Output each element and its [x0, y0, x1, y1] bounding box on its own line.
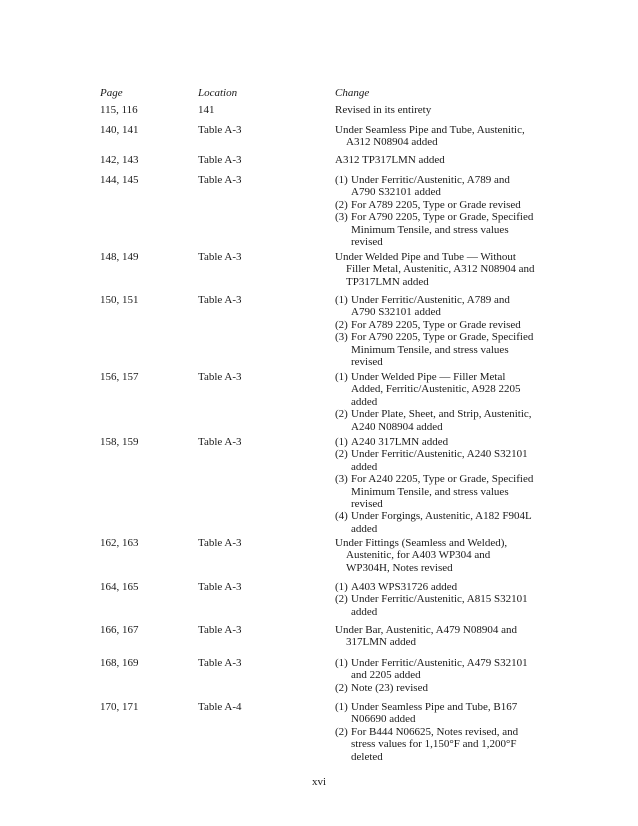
- row-change: [335, 701, 535, 763]
- row-change: [335, 294, 535, 368]
- row-location: Table A-3: [198, 174, 242, 186]
- row-location: Table A-4: [198, 701, 242, 713]
- change-item: [335, 371, 535, 408]
- change-item-text: Under Ferritic/Austenitic, A479 S32101 and 2205 added: [351, 657, 528, 682]
- change-item-number: (2): [335, 198, 348, 211]
- change-text: A312 TP317LMN added: [335, 154, 445, 166]
- change-item: [335, 682, 535, 694]
- change-item: [335, 436, 535, 448]
- change-item: [335, 510, 535, 535]
- change-item-text: A403 WPS31726 added: [351, 581, 458, 593]
- row-location: Table A-3: [198, 294, 242, 306]
- row-page: 162, 163: [100, 537, 139, 549]
- change-item-text: Under Ferritic/Austenitic, A240 S32101 added: [351, 448, 528, 473]
- change-text: Under Fittings (Seamless and Welded), Austenitic, for A403 WP304 and WP304H, Notes revised: [335, 537, 508, 574]
- row-page: 166, 167: [100, 624, 139, 636]
- row-location: Table A-3: [198, 251, 242, 263]
- row-page: 164, 165: [100, 581, 139, 593]
- row-page: 140, 141: [100, 124, 139, 136]
- change-item-text: Under Seamless Pipe and Tube, B167 N06690 added: [351, 701, 518, 726]
- change-item: [335, 199, 535, 211]
- row-location: Table A-3: [198, 624, 242, 636]
- row-location: 141: [198, 104, 215, 116]
- row-page: 150, 151: [100, 294, 139, 306]
- row-page: 170, 171: [100, 701, 139, 713]
- change-item-text: Under Ferritic/Austenitic, A789 and A790 S32101 added: [351, 174, 510, 199]
- change-item-number: (1): [335, 657, 348, 669]
- change-item-text: For A790 2205, Type or Grade, Specified Minimum Tensile, and stress values revised: [351, 331, 534, 369]
- change-item-number: (1): [335, 174, 348, 186]
- row-location: Table A-3: [198, 581, 242, 593]
- row-page: 168, 169: [100, 657, 139, 669]
- change-item-number: (2): [335, 408, 348, 421]
- row-location: Table A-3: [198, 537, 242, 549]
- change-item-text: A240 317LMN added: [351, 436, 449, 448]
- change-item-number: (1): [335, 294, 348, 306]
- change-item-text: Under Plate, Sheet, and Strip, Austenitic, A240 N08904 added: [351, 408, 532, 433]
- change-item: [335, 473, 535, 510]
- change-item-number: (2): [335, 448, 348, 461]
- row-change: [335, 537, 535, 574]
- change-item-text: Under Forgings, Austenitic, A182 F904L added: [351, 510, 532, 535]
- row-change: [335, 436, 535, 535]
- change-item: [335, 319, 535, 331]
- change-item-number: (2): [335, 681, 348, 694]
- row-page: 115, 116: [100, 104, 138, 116]
- change-text: Under Bar, Austenitic, A479 N08904 and 317LMN added: [335, 624, 517, 649]
- change-item-number: (2): [335, 593, 348, 606]
- change-item: [335, 331, 535, 368]
- row-change: [335, 657, 535, 694]
- change-item-text: Under Welded Pipe — Filler Metal Added, Ferritic/Austenitic, A928 2205 added: [351, 371, 521, 408]
- change-text: Under Welded Pipe and Tube — Without Filler Metal, Austenitic, A312 N08904 and TP317LMN added: [335, 251, 535, 288]
- change-item-number: (4): [335, 510, 348, 523]
- change-item: [335, 448, 535, 473]
- change-item: [335, 726, 535, 763]
- header-change: Change: [335, 87, 370, 99]
- change-item-number: (1): [335, 581, 348, 593]
- row-location: Table A-3: [198, 371, 242, 383]
- change-item-number: (3): [335, 331, 348, 344]
- change-item-number: (1): [335, 371, 348, 383]
- row-change: [335, 581, 535, 618]
- row-change: [335, 124, 535, 149]
- row-change: [335, 174, 535, 248]
- change-item-text: For A789 2205, Type or Grade revised: [351, 198, 521, 211]
- change-text: Under Seamless Pipe and Tube, Austenitic, A312 N08904 added: [335, 124, 525, 149]
- change-item-text: Under Ferritic/Austenitic, A815 S32101 added: [351, 593, 528, 618]
- change-item-number: (1): [335, 701, 348, 713]
- row-change: [335, 251, 535, 288]
- change-item: [335, 211, 535, 248]
- row-page: 158, 159: [100, 436, 139, 448]
- row-location: Table A-3: [198, 657, 242, 669]
- change-item-text: Note (23) revised: [351, 681, 428, 694]
- change-item: [335, 408, 535, 433]
- change-item-number: (3): [335, 473, 348, 486]
- page-number: xvi: [311, 776, 327, 788]
- change-item-text: For B444 N06625, Notes revised, and stress values for 1,150°F and 1,200°F deleted: [351, 725, 519, 763]
- change-item-number: (3): [335, 211, 348, 224]
- change-item: [335, 294, 535, 319]
- change-item: [335, 174, 535, 199]
- row-page: 156, 157: [100, 371, 139, 383]
- row-page: 144, 145: [100, 174, 139, 186]
- change-item-number: (2): [335, 725, 348, 738]
- change-item: [335, 701, 535, 726]
- change-item-text: Under Ferritic/Austenitic, A789 and A790 S32101 added: [351, 294, 510, 319]
- row-page: 142, 143: [100, 154, 139, 166]
- row-change: [335, 104, 535, 116]
- row-location: Table A-3: [198, 154, 242, 166]
- row-location: Table A-3: [198, 124, 242, 136]
- header-page: Page: [100, 87, 123, 99]
- change-item-number: (1): [335, 436, 348, 448]
- change-item-number: (2): [335, 318, 348, 331]
- row-change: [335, 371, 535, 433]
- row-change: [335, 154, 535, 166]
- row-page: 148, 149: [100, 251, 139, 263]
- change-text: Revised in its entirety: [335, 104, 432, 116]
- change-item: [335, 593, 535, 618]
- change-item-text: For A790 2205, Type or Grade, Specified Minimum Tensile, and stress values revised: [351, 211, 534, 249]
- change-item: [335, 581, 535, 593]
- change-item-text: For A789 2205, Type or Grade revised: [351, 318, 521, 331]
- row-location: Table A-3: [198, 436, 242, 448]
- change-item-text: For A240 2205, Type or Grade, Specified Minimum Tensile, and stress values revised: [351, 473, 534, 511]
- change-item: [335, 657, 535, 682]
- header-location: Location: [198, 87, 238, 99]
- row-change: [335, 624, 535, 649]
